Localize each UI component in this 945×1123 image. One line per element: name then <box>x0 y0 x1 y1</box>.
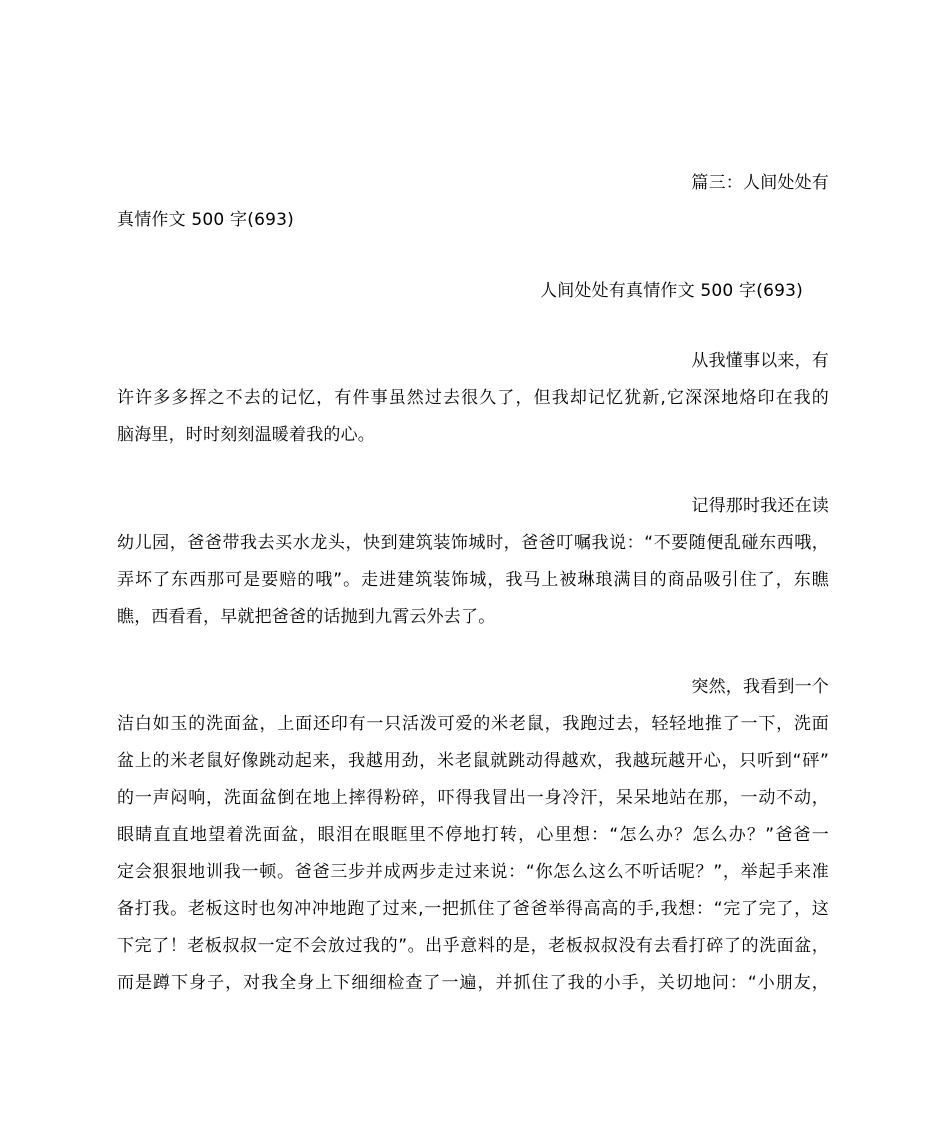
article-title: 人间处处有真情作文 500 字(693) <box>540 281 803 301</box>
section-heading-line-2: 真情作文 500 字(693) <box>117 210 294 230</box>
document-page <box>117 0 829 1123</box>
paragraph-1-line-3: 脑海里，时时刻刻温暖着我的心。 <box>117 425 375 445</box>
paragraph-2-line-1: 记得那时我还在读 <box>691 496 829 516</box>
paragraph-3-line-2: 洁白如玉的洗面盆，上面还印有一只活泼可爱的米老鼠，我跑过去，轻轻地推了一下，洗面 <box>117 714 829 734</box>
paragraph-1-line-2: 许许多多挥之不去的记忆，有件事虽然过去很久了，但我却记忆犹新,它深深地烙印在我的 <box>117 388 829 408</box>
paragraph-3-line-3: 盆上的米老鼠好像跳动起来，我越用劲，米老鼠就跳动得越欢，我越玩越开心，只听到“砰” <box>117 751 829 771</box>
paragraph-3-line-6: 定会狠狠地训我一顿。爸爸三步并成两步走过来说：“你怎么这么不听话呢？”，举起手来准 <box>117 862 829 882</box>
paragraph-3-line-7: 备打我。老板这时也匆冲冲地跑了过来,一把抓住了爸爸举得高高的手,我想：“完了完了，这 <box>117 899 829 919</box>
paragraph-2-line-3: 弄坏了东西那可是要赔的哦”。走进建筑装饰城，我马上被琳琅满目的商品吸引住了，东瞧 <box>117 570 829 590</box>
paragraph-3-line-1: 突然，我看到一个 <box>691 677 829 697</box>
paragraph-3-line-4: 的一声闷响，洗面盆倒在地上摔得粉碎，吓得我冒出一身冷汗，呆呆地站在那，一动不动， <box>117 788 829 808</box>
section-heading-line-1: 篇三：人间处处有 <box>691 173 829 193</box>
paragraph-2-line-4: 瞧，西看看，早就把爸爸的话抛到九霄云外去了。 <box>117 607 496 627</box>
paragraph-3-line-9: 而是蹲下身子，对我全身上下细细检查了一遍，并抓住了我的小手，关切地问：“小朋友， <box>117 973 829 993</box>
paragraph-1-line-1: 从我懂事以来，有 <box>691 351 829 371</box>
paragraph-3-line-5: 眼睛直直地望着洗面盆，眼泪在眼眶里不停地打转，心里想：“怎么办？怎么办？”爸爸一 <box>117 825 829 845</box>
paragraph-2-line-2: 幼儿园，爸爸带我去买水龙头，快到建筑装饰城时，爸爸叮嘱我说：“不要随便乱碰东西哦， <box>117 533 829 553</box>
paragraph-3-line-8: 下完了！老板叔叔一定不会放过我的”。出乎意料的是，老板叔叔没有去看打碎了的洗面盆， <box>117 936 829 956</box>
